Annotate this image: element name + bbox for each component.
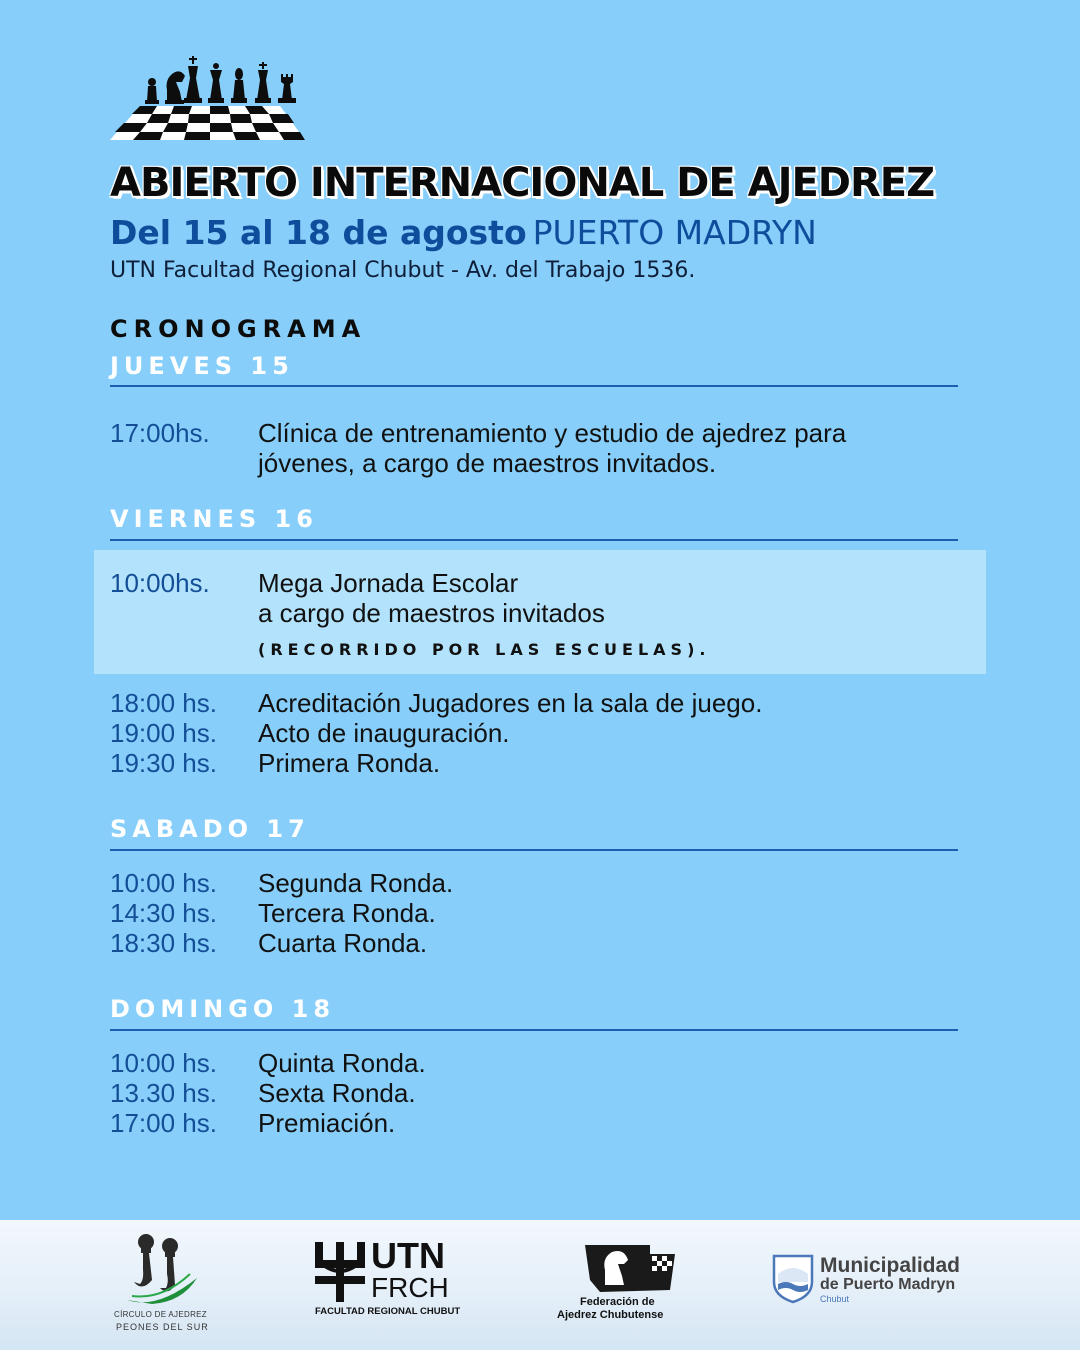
event-description-line: Clínica de entrenamiento y estudio de ajedrez para xyxy=(258,418,847,448)
utn-frch-logo xyxy=(315,1235,461,1322)
event-description: Segunda Ronda. xyxy=(258,868,454,898)
event-description: Primera Ronda. xyxy=(258,748,441,778)
divider xyxy=(110,385,958,387)
day-heading-domingo: DOMINGO 18 xyxy=(110,995,336,1023)
event-description: Quinta Ronda. xyxy=(258,1048,426,1078)
event-time: 17:00hs. xyxy=(110,418,210,448)
municipalidad-line2: de Puerto Madryn xyxy=(820,1276,956,1293)
event-time: 18:00 hs. xyxy=(110,688,217,718)
date-range: Del 15 al 18 de agosto xyxy=(110,213,527,252)
peones-del-sur-logo xyxy=(112,1230,212,1340)
event-description: Premiación. xyxy=(258,1108,396,1138)
schedule-title: CRONOGRAMA xyxy=(110,315,367,343)
event-description: Acto de inauguración. xyxy=(258,718,510,748)
divider xyxy=(110,1029,958,1031)
divider xyxy=(110,539,958,541)
chess-logo xyxy=(110,52,305,142)
event-description: Acreditación Jugadores en la sala de juego. xyxy=(258,688,763,718)
municipalidad-line3: Chubut xyxy=(820,1294,850,1304)
event-city: PUERTO MADRYN xyxy=(532,213,817,252)
event-description: Tercera Ronda. xyxy=(258,898,436,928)
event-address: UTN Facultad Regional Chubut - Av. del Trabajo 1536. xyxy=(110,258,696,283)
event-time: 18:30 hs. xyxy=(110,928,217,958)
federacion-logo xyxy=(555,1240,695,1340)
event-time: 19:00 hs. xyxy=(110,718,217,748)
federacion-line1: Federación de xyxy=(580,1296,655,1308)
frch-text: FRCH xyxy=(371,1272,449,1303)
utn-subtitle: FACULTAD REGIONAL CHUBUT xyxy=(315,1306,461,1317)
event-time: 14:30 hs. xyxy=(110,898,217,928)
municipalidad-line1: Municipalidad xyxy=(820,1254,961,1277)
divider xyxy=(110,849,958,851)
day-heading-viernes: VIERNES 16 xyxy=(110,505,318,533)
day-heading-sabado: SABADO 17 xyxy=(110,815,310,843)
event-dates xyxy=(110,213,817,252)
event-title: ABIERTO INTERNACIONAL DE AJEDREZ xyxy=(110,160,935,206)
event-time: 17:00 hs. xyxy=(110,1108,217,1138)
event-description xyxy=(258,568,958,628)
event-description-line: Mega Jornada Escolar xyxy=(258,568,519,598)
sponsors-footer xyxy=(0,1220,1080,1350)
utn-emblem-icon xyxy=(315,1242,365,1302)
event-description-line: a cargo de maestros invitados xyxy=(258,598,605,628)
day-heading-jueves: JUEVES 15 xyxy=(110,352,294,380)
event-time: 13.30 hs. xyxy=(110,1078,217,1108)
peones-line2: PEONES DEL SUR xyxy=(116,1322,209,1332)
shield-icon xyxy=(772,1252,814,1304)
peones-line1: CÍRCULO DE AJEDREZ xyxy=(114,1310,207,1319)
event-note: (RECORRIDO POR LAS ESCUELAS). xyxy=(258,640,711,659)
event-description xyxy=(258,418,958,478)
event-time: 10:00 hs. xyxy=(110,868,217,898)
event-description: Sexta Ronda. xyxy=(258,1078,416,1108)
event-description: Cuarta Ronda. xyxy=(258,928,428,958)
event-time: 19:30 hs. xyxy=(110,748,217,778)
event-description-line: jóvenes, a cargo de maestros invitados. xyxy=(258,448,717,478)
federacion-line2: Ajedrez Chubutense xyxy=(557,1309,664,1321)
utn-text: UTN xyxy=(371,1235,445,1276)
event-time: 10:00hs. xyxy=(110,568,210,598)
event-time: 10:00 hs. xyxy=(110,1048,217,1078)
municipalidad-logo xyxy=(772,1252,982,1312)
